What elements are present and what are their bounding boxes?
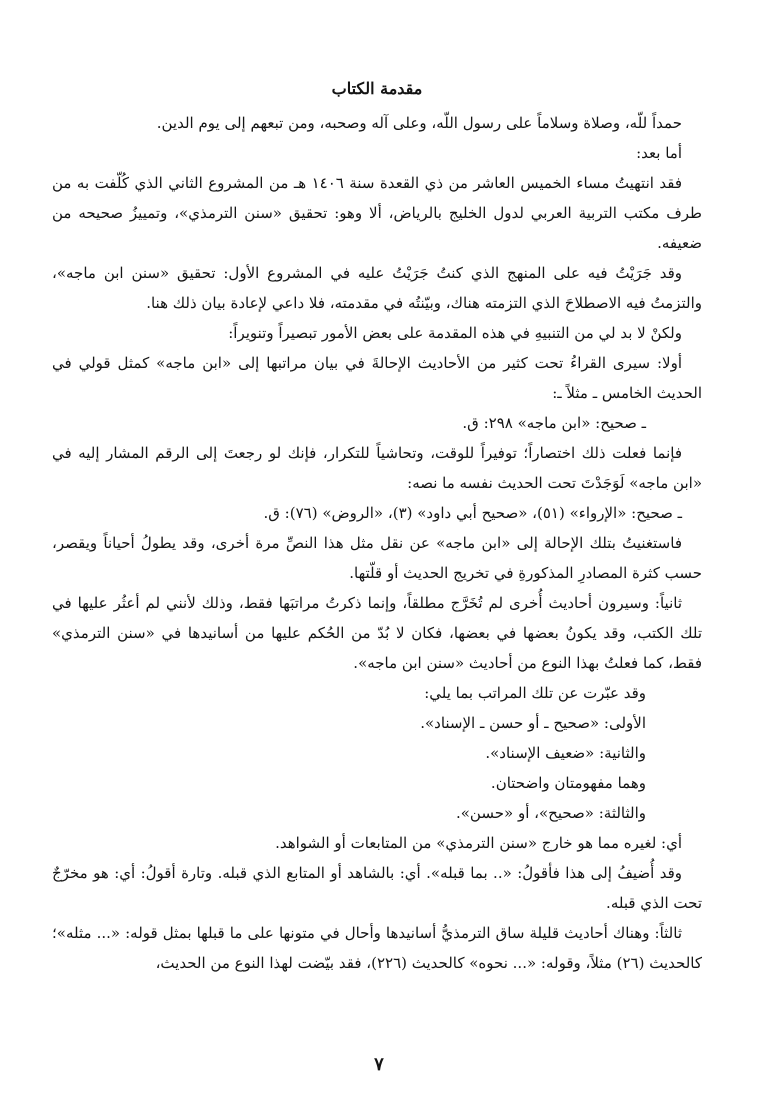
ranks-clear-note: وهما مفهومتان واضحتان. [490, 774, 646, 792]
paragraph-reference: فاستغنيتُ بتلك الإحالة إلى «ابن ماجه» عن نقل مثل هذا النصِّ مرة أخرى، وقد يطولُ أحياناً ويقصر، حسب كثرة المصادرِ المذكورةِ في تخريج الحديث أو قلّتها. [52, 534, 702, 582]
page-number: ٧ [374, 1054, 384, 1075]
paragraph-third-point: ثالثاً: وهناك أحاديث قليلة ساق الترمذيُّ أسانيدها وأحال في متونها على ما قبلها بمثل قوله: «... مثله»؛ كالحديث (٢٦) مثلاً، وقوله: «... نحوه» كالحديث (٢٢٦)، فقد بيّضت لهذا النوع من الحديث، [52, 924, 702, 972]
rank-third: والثالثة: «صحيح»، أو «حسن». [455, 804, 646, 822]
paragraph-notes-intro: ولكنْ لا بد لي من التنبيهِ في هذه المقدمة على بعض الأمور تبصيراً وتنويراً: [228, 324, 682, 342]
amma-bad: أما بعد: [636, 144, 682, 162]
opening-praise: حمداً للّه، وصلاة وسلاماً على رسول اللّه، وعلى آله وصحبه، ومن تبعهم إلى يوم الدين. [156, 114, 682, 132]
rank-third-explanation: أي: لغيره مما هو خارج «سنن الترمذي» من المتابعات أو الشواهد. [275, 834, 682, 852]
book-page [52, 78, 702, 978]
paragraph-completion: فقد انتهيتُ مساء الخميس العاشر من ذي القعدة سنة ١٤٠٦ هـ من المشروع الثاني الذي كُلّفت به من طرف مكتب التربية العربي لدول الخليج بالرياض، ألا وهو: تحقيق «سنن الترمذي»، وتمييزُ صحيحه من ضعيفه. [52, 174, 702, 252]
rank-first: الأولى: «صحيح ـ أو حسن ـ الإسناد». [420, 714, 646, 732]
paragraph-method: وقد جَرَيْتُ فيه على المنهج الذي كنتُ جَرَيْتُ عليه في المشروع الأول: تحقيق «سنن ابن ماجه»، والتزمتُ فيه الاصطلاحَ الذي التزمته هناك، وبيّنتُه في مقدمته، فلا داعي لإعادة بيان ذلك هنا. [52, 264, 702, 312]
paragraph-first-point: أولا: سيرى القراءُ تحت كثير من الأحاديث الإحالةَ في بيان مراتبها إلى «ابن ماجه» كمثل قولي في الحديث الخامس ـ مثلاً ـ: [52, 354, 702, 402]
example-grading-2: ـ صحيح: «الإرواء» (٥١)، «صحيح أبي داود» (٣)، «الروض» (٧٦): ق. [263, 504, 682, 522]
chapter-title: مقدمة الكتاب [331, 79, 423, 98]
paragraph-ranks-intro: وقد عبّرت عن تلك المراتب بما يلي: [424, 684, 646, 702]
paragraph-second-point: ثانياً: وسيرون أحاديث أُخرى لم تُخَرَّج مطلقاً، وإنما ذكرتُ مراتبَها فقط، وذلك لأنني لم أعثُر عليها في تلك الكتب، وقد يكونُ بعضها في بعضها، فكان لا بُدّ من الحُكم عليها من أسانيدها في «سنن الترمذي» فقط، كما فعلتُ بهذا النوع من أحاديث «سنن ابن ماجه». [52, 594, 702, 672]
rank-second: والثانية: «ضعيف الإسناد». [485, 744, 646, 762]
example-grading-1: ـ صحيح: «ابن ماجه» ٢٩٨: ق. [462, 414, 646, 432]
paragraph-additional-note: وقد أُضيفُ إلى هذا فأقولُ: «.. بما قبله». أي: بالشاهد أو المتابع الذي قبله. وتارة أقولُ: أي: هو مخرّجٌ تحت الذي قبله. [52, 864, 702, 912]
paragraph-abbreviation: فإنما فعلت ذلك اختصاراً؛ توفيراً للوقت، وتحاشياً للتكرار، فإنك لو رجعتَ إلى الرقم المشار إليه في «ابن ماجه» لَوَجَدْتَ تحت الحديث نفسه ما نصه: [52, 444, 702, 492]
